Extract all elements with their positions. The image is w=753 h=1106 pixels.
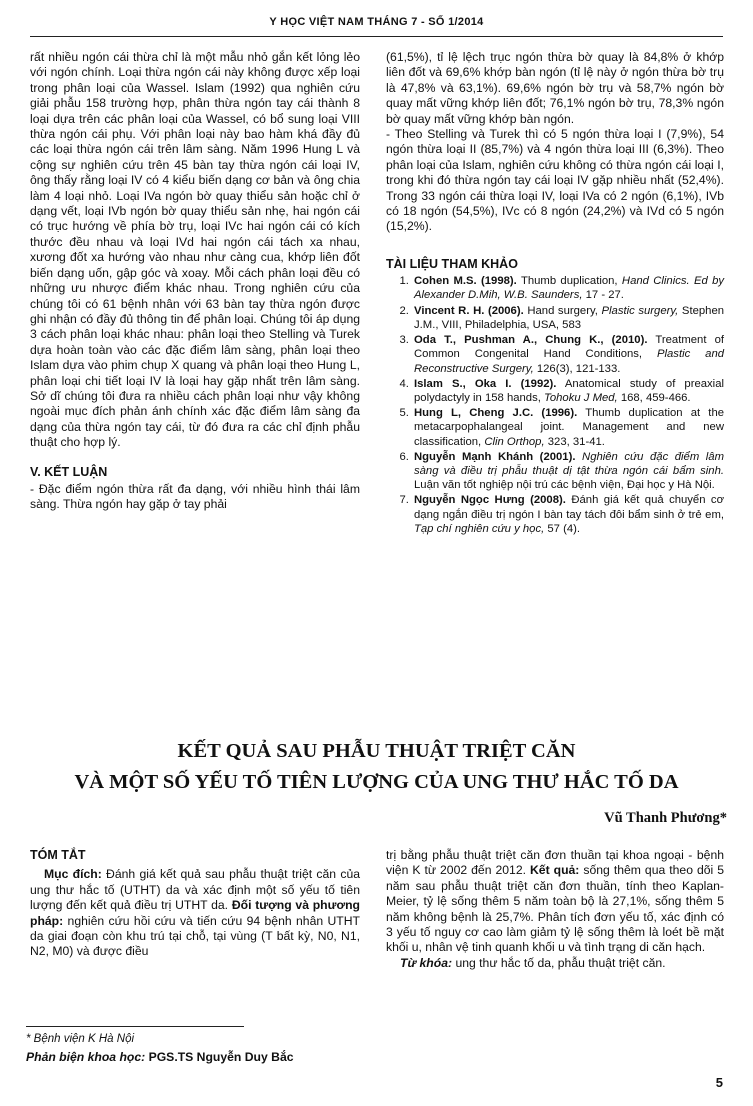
conclusion-heading: V. KẾT LUẬN	[30, 464, 108, 479]
abstract-heading: TÓM TẮT	[30, 848, 86, 862]
article-title-line-2: VÀ MỘT SỐ YẾU TỐ TIÊN LƯỢNG CỦA UNG THƯ HẮC TỐ DA	[74, 771, 679, 793]
footnote-rule	[26, 1026, 244, 1027]
reference-item: 3. Oda T., Pushman A., Chung K., (2010). Treatment of Common Congenital Hand Conditions, Plastic and Reconstructive Surgery, 126(3), 121-133.	[412, 333, 724, 376]
right-column	[386, 50, 724, 537]
reviewer-line: Phản biện khoa học: PGS.TS Nguyễn Duy Bắc	[26, 1050, 294, 1064]
reference-item: 1. Cohen M.S. (1998). Thumb duplication, Hand Clinics. Ed by Alexander D.Mih, W.B. Saunders, 17 - 27.	[412, 274, 724, 302]
running-head: Y HỌC VIỆT NAM THÁNG 7 - SỐ 1/2014	[269, 16, 484, 28]
abstract-continuation: trị bằng phẫu thuật triệt căn đơn thuần tại khoa ngoại - bệnh viện K từ 2002 đến 2012. Kết quả: sống thêm qua theo dõi 5 năm sau phẫu thuật triệt căn đơn thuần, tính theo Kaplan-Meier, tỷ lệ sống thêm 5 năm toàn bộ là 27,1%, sống thêm 5 năm không bệnh là 25,7%. Phân tích đơn yếu tố, xác định có 3 yếu tố nguy cơ cao làm giảm tỷ lệ sống thêm là loét bề mặt khối u, nhân vệ tinh quanh khối u và tình trạng di căn hạch.	[386, 848, 725, 955]
author-affiliation: * Bệnh viện K Hà Nội	[26, 1033, 135, 1045]
abstract-right-column	[386, 848, 724, 971]
page-number: 5	[715, 1075, 723, 1090]
reference-item: 6. Nguyễn Mạnh Khánh (2001). Nghiên cứu đặc điểm lâm sàng và điều trị phẫu thuật dị tật thừa ngón cái bẩm sinh. Luận văn tốt nghiệp nội trú các bệnh viện, Đại học y Hà Nội.	[412, 450, 724, 493]
abstract-left-column	[30, 848, 360, 960]
reference-item: 2. Vincent R. H. (2006). Hand surgery, Plastic surgery, Stephen J.M., VIII, Philadelphia, USA, 583	[412, 304, 724, 332]
left-column	[30, 50, 360, 513]
reference-list	[386, 274, 724, 536]
article-title-line-1: KẾT QUẢ SAU PHẪU THUẬT TRIỆT CĂN	[177, 740, 576, 762]
references-heading: TÀI LIỆU THAM KHẢO	[386, 256, 518, 271]
reference-item: 4. Islam S., Oka I. (1992). Anatomical study of preaxial polydactyly in 158 hands, Tohoku J Med, 168, 459-466.	[412, 377, 724, 405]
article-author: Vũ Thanh Phương*	[604, 810, 727, 826]
header-rule	[30, 36, 723, 37]
reference-item: 5. Hung L, Cheng J.C. (1996). Thumb duplication at the metacarpophalangeal joint. Management and new classification, Clin Orthop, 323, 31-41.	[412, 406, 724, 449]
discussion-paragraph: rất nhiều ngón cái thừa chỉ là một mẫu nhỏ gắn kết lỏng lẻo với ngón chính. Loại thừa ngón cái này không được xếp loại trong phân loại của Wassel. Islam (1992) qua nghiên cứu giải phẫu 158 trường hợp, phân thừa ngón tay cái thành 8 loại dựa trên các phân loại của Wassel, có bổ sung loại VIII thừa ngón cái phụ. Với phân loại này bao hàm khá đầy đủ các loại thừa ngón cái trên lâm sàng. Năm 1996 Hung L và cộng sự nghiên cứu trên 45 bàn tay thừa ngón cái loại IV, ông thấy rằng loại IV có 4 kiểu biến dạng cơ bản và ông chia làm 4 loại nhỏ. Loại IVa ngón bờ quay thiểu sản hoặc chỉ ở dạng vết, loại IVb ngón bờ quay thiểu sản nhẹ, hai ngón cái có trục hướng về phía bờ trụ, loại IVc hai ngón cái có kích thước đều nhau và loại IVd hai ngón cái tách xa nhau, xương đốt xa hướng vào nhau như càng cua, khớp liên đốt biến dạng uốn, gập góc và xoay. Mỗi cách phân loại đều có những ưu nhược điểm khác nhau. Trong nghiên cứu của chúng tôi có 61 bệnh nhân với 63 bàn tay thừa ngón được ghi nhận có đầy đủ thông tin để phân loại. Chúng tôi áp dụng 3 cách phân loại khác nhau: phân loại theo Stelling và Turek dựa hoàn toàn vào các đặc điểm lâm sàng, phân loại theo Islam dựa vào phim chụp X quang và phân loại theo Hung L, phân loại chi tiết loại IV là loại hay gặp nhất trên lâm sàng. Sở dĩ chúng tôi đưa ra nhiều cách phân loại như vậy không ngoài mục đích phản ánh chính xác đặc điểm lâm sàng đa dạng của thừa ngón tay cái, từ đó đưa ra các chỉ định phẫu thuật cho hợp lý.	[30, 50, 360, 450]
results-summary: (61,5%), tỉ lệ lệch trục ngón thừa bờ quay là 84,8% ở khớp liên đốt và 69,6% khớp bàn ngón (tỉ lệ này ở ngón thừa bờ trụ là 47,8% và 63,1%). 69,6% ngón bờ trụ và 58,7% ngón bờ quay mất vững khớp liên đốt; 76,1% ngón bờ trụ, 78,3% ngón bờ quay mất vững khớp bàn ngón.	[386, 50, 724, 126]
classification-summary: - Theo Stelling và Turek thì có 5 ngón thừa loại I (7,9%), 54 ngón thừa loại II (85,7%) và 4 ngón thừa loại III (6,3%). Theo phân loại của Islam, nghiên cứu không có thừa ngón cái loại I, trong khi đó thừa ngón tay cái loại IV gặp nhiều nhất (52,4%). Trong 33 ngón cái thừa loại IV, loại IVa có 2 ngón (6,1%), IVb có 18 ngón (54,5%), IVc có 8 ngón (24,2%) và IVd có 5 ngón (15,2%).	[386, 127, 724, 234]
abstract-paragraph: Mục đích: Đánh giá kết quả sau phẫu thuật triệt căn của ung thư hắc tố (UTHT) da và xác định một số yếu tố tiên lượng đến kết quả điều trị UTHT da. Đối tượng và phương pháp: nghiên cứu hồi cứu và tiến cứu 94 bệnh nhân UTHT da giai đoạn còn khu trú tại chỗ, tại vùng (T bất kỳ, N0, N1, N2, M0) và được điều	[30, 867, 361, 959]
keywords: Từ khóa: ung thư hắc tố da, phẫu thuật triệt căn.	[400, 955, 666, 970]
conclusion-text: - Đặc điểm ngón thừa rất đa dạng, với nhiều hình thái lâm sàng. Thừa ngón hay gặp ở tay phải	[30, 481, 360, 512]
reference-item: 7. Nguyễn Ngọc Hưng (2008). Đánh giá kết quả chuyển cơ dạng ngắn điều trị ngón I bàn tay tách đôi bẩm sinh ở trẻ em, Tạp chí nghiên cứu y học, 57 (4).	[412, 493, 724, 536]
